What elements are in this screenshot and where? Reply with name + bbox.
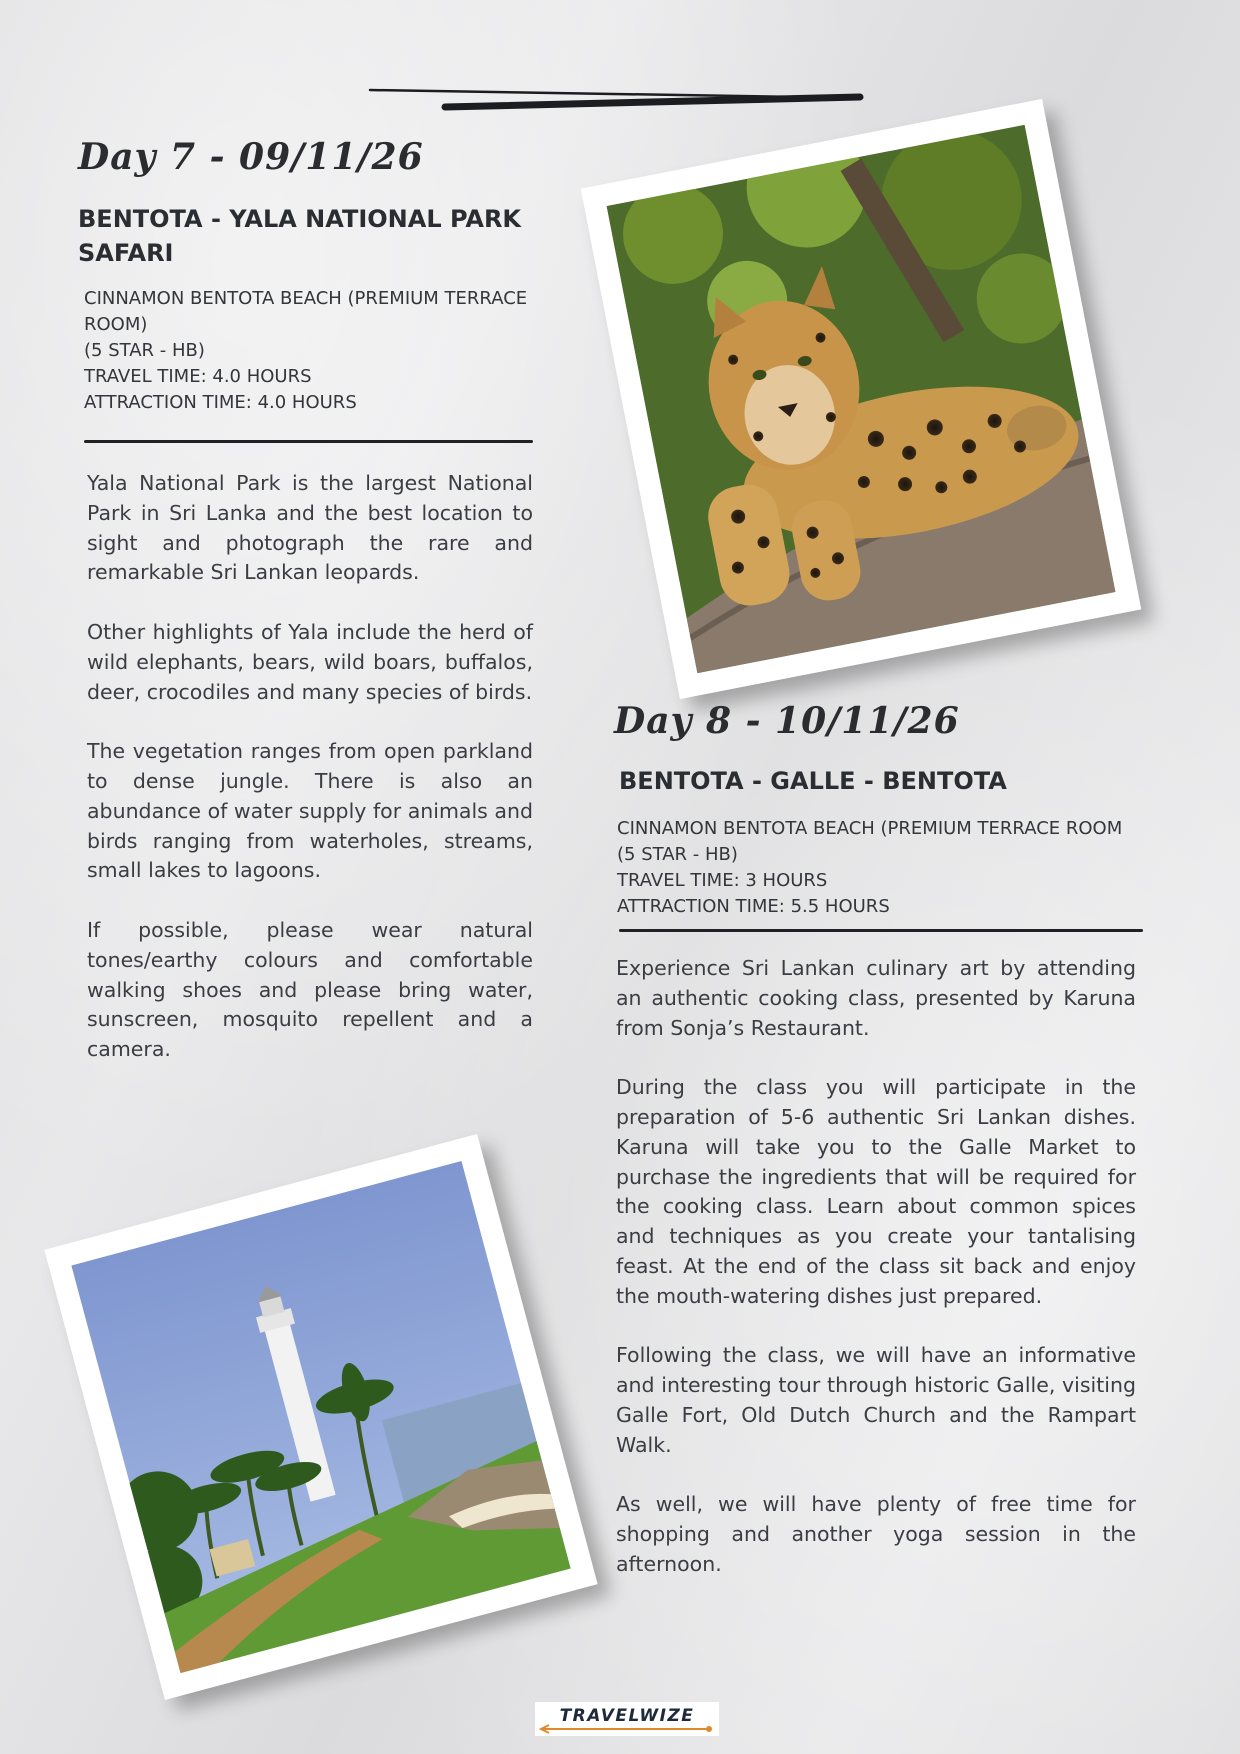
day8-meta-line: ATTRACTION TIME: 5.5 HOURS bbox=[617, 896, 890, 917]
day7-meta-line: CINNAMON BENTOTA BEACH (PREMIUM TERRACE bbox=[84, 288, 528, 309]
day7-paragraph: The vegetation ranges from open parkland to dense jungle. There is also an abundance of water supply for animals and birds ranging from waterholes, streams, small lakes to lagoons. bbox=[87, 739, 533, 883]
lighthouse-photo bbox=[44, 1134, 597, 1700]
day8-paragraph: Following the class, we will have an informative and interesting tour through historic Galle, visiting Galle Fort, Old Dutch Church and the Rampart Walk. bbox=[616, 1343, 1136, 1457]
day7-meta-line: ATTRACTION TIME: 4.0 HOURS bbox=[84, 392, 357, 413]
day7-paragraph: If possible, please wear natural tones/earthy colours and comfortable walking shoes and please bring water, sunscreen, mosquito repellent and a camera. bbox=[87, 917, 533, 1062]
day7-heading-line2: SAFARI bbox=[78, 239, 174, 267]
day7-meta-line: ROOM) bbox=[84, 314, 148, 335]
day7-meta-line: (5 STAR - HB) bbox=[84, 340, 205, 361]
leopard-image bbox=[607, 125, 1116, 674]
day8-description bbox=[616, 954, 1136, 1610]
day7-paragraph: Yala National Park is the largest National Park in Sri Lanka and the best location to sight and photograph the rare and remarkable Sri Lankan leopards. bbox=[87, 471, 533, 585]
day8-accommodation-info bbox=[617, 816, 1194, 920]
day8-title: Day 8 - 10/11/26 bbox=[614, 700, 960, 742]
day8-meta-line: CINNAMON BENTOTA BEACH (PREMIUM TERRACE ROOM bbox=[617, 818, 1123, 839]
day7-paragraph: Other highlights of Yala include the herd of wild elephants, bears, wild boars, buffalos, deer, crocodiles and many species of birds. bbox=[87, 619, 533, 704]
day8-section bbox=[614, 700, 1194, 920]
leopard-photo bbox=[581, 99, 1142, 699]
day8-divider bbox=[619, 929, 1143, 932]
day7-meta-line: TRAVEL TIME: 4.0 HOURS bbox=[84, 366, 312, 387]
travelwize-logo bbox=[535, 1702, 719, 1736]
day7-section bbox=[78, 136, 538, 416]
day7-heading bbox=[78, 202, 538, 270]
day8-meta-line: TRAVEL TIME: 3 HOURS bbox=[617, 870, 828, 891]
day7-title: Day 7 - 09/11/26 bbox=[78, 136, 424, 178]
day7-heading-line1: BENTOTA - YALA NATIONAL PARK bbox=[78, 205, 522, 233]
lighthouse-image bbox=[71, 1161, 570, 1673]
day7-divider bbox=[84, 440, 533, 443]
day8-meta-line: (5 STAR - HB) bbox=[617, 844, 738, 865]
day7-accommodation-info bbox=[84, 286, 538, 416]
decorative-brush-stroke bbox=[360, 80, 880, 120]
day8-heading: BENTOTA - GALLE - BENTOTA bbox=[619, 767, 1007, 795]
day8-paragraph: During the class you will participate in the preparation of 5-6 authentic Sri Lankan dishes. Karuna will take you to the Galle Market to purchase the ingredients that will be required for the cooking class. Learn about common spices and techniques as you create your tantalising feast. At the end of the class sit back and enjoy the mouth-watering dishes just prepared. bbox=[616, 1075, 1136, 1308]
day7-description bbox=[87, 469, 533, 1095]
day8-paragraph: Experience Sri Lankan culinary art by attending an authentic cooking class, presented by Karuna from Sonja’s Restaurant. bbox=[616, 956, 1136, 1040]
logo-text: TRAVELWIZE bbox=[559, 1706, 695, 1726]
day8-paragraph: As well, we will have plenty of free time for shopping and another yoga session in the afternoon. bbox=[616, 1492, 1136, 1576]
